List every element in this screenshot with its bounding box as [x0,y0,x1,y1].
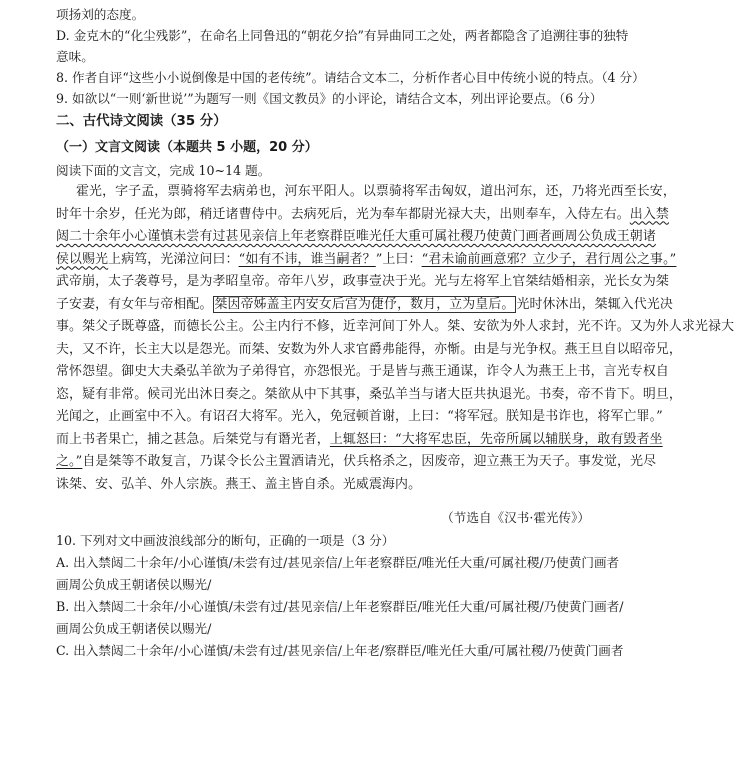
underlined-sentence: “如有不讳，谁当嗣者？ [238,251,376,267]
passage-line: 恣，疑有非常。候司光出沐日奏之。桀欲从中下其事，桑弘羊当与诸大臣共执退光。书奏，帝不肯下。明旦， [56,386,682,402]
passage-line: 霍光，字子孟，票骑将军去病弟也，河东平阳人。以票骑将军击匈奴，道出河东，还，乃将光西至长安， [76,184,676,199]
option-d: D. 金克木的“化尘残影”，在命名上同鲁迅的“朝花夕拾”有异曲同工之处，两者都隐含了追溯往事的独特 [56,28,629,43]
passage-line: 侯以赐光上病笃，光涕泣问曰：“如有不讳，谁当嗣者？”上曰：“君未谕前画意邪？立少子，君行周公之事。” [56,251,677,267]
passage-line: 夫，又不许，长主大以是怨光。而桀、安数为外人求官爵弗能得，亦惭。由是与光争权。燕王旦自以昭帝兄， [56,341,682,357]
passage-line [56,226,656,249]
passage-line: 诛桀、安、弘羊、外人宗族。燕王、盖主皆自杀。光威震海内。 [56,476,422,492]
section-title: 二、古代诗文阅读（35 分） [56,114,227,129]
option-b: B. 出入禁闼二十余年/小心谨慎/未尝有过/甚见亲信/上年老察群臣/唯光任大重/可属社稷/乃使黄门画者/ [56,599,624,614]
text-line: 项扬刘的态度。 [56,7,145,22]
option-a-cont: 画周公负成王朝诸侯以赐光/ [56,577,212,592]
passage-line: 武帝崩，太子袭尊号，是为孝昭皇帝。帝年八岁，政事壹决于光。光与左将军上官桀结婚相亲，光长女为桀 [56,274,669,289]
classical-passage [56,181,734,496]
option-c: C. 出入禁闼二十余年/小心谨慎/未尝有过/甚见亲信/上年老/察群臣/唯光任大重/可属社稷/乃使黄门画者 [56,643,624,658]
question-10: 10. 下列对文中画波浪线部分的断句，正确的一项是（3 分） [56,533,395,548]
instruction: 阅读下面的文言文，完成 10~14 题。 [56,163,271,178]
passage-line: 时年十余岁，任光为郎，稍迁诸曹侍中。去病死后，光为奉车都尉光禄大夫，出则奉车，入侍左右。出入禁 [56,206,669,222]
option-b-cont: 画周公负成王朝诸侯以赐光/ [56,621,212,636]
underlined-sentence: “君未谕前画意邪？立少子，君行周公之事。” [421,251,677,267]
source-citation: （节选自《汉书·霍光传》） [441,510,590,525]
passage-line: 事。桀父子既尊盛，而德长公主。公主内行不修，近幸河间丁外人。桀、安欲为外人求封，光不许。又为外人求光禄大 [56,319,734,334]
question-9: 9. 如欲以“一则‘新世说’”为题写一则《国文教员》的小评论，请结合文本，列出评论要点。（6 分） [56,91,603,106]
underlined-sentence: 之。” [56,454,83,469]
option-a: A. 出入禁闼二十余年/小心谨慎/未尝有过/甚见亲信/上年老察群臣/唯光任大重/可属社稷/乃使黄门画者 [56,555,620,570]
subsection-title: （一）文言文阅读（本题共 5 小题，20 分） [56,140,318,155]
wavy-underline: 闼二十余年小心谨慎未尝有过甚见亲信上年老察群臣唯光任大重可属社稷乃使黄门画者画周公负成王朝诸 [56,229,656,244]
passage-line: 之。”自是桀等不敢复言，乃谋令长公主置酒请光，伏兵格杀之，因废帝，迎立燕王为天子。事发觉，光尽 [56,454,657,469]
boxed-sentence: 桀因帝姊盖主内安女后宫为倢伃，数月，立为皇后。 [214,296,515,312]
passage-line: 而上书者果亡，捕之甚急。后桀党与有谮光者，上辄怒曰：“大将军忠臣，先帝所属以辅朕身，敢有毁者坐 [56,431,663,447]
wavy-underline: 侯以赐光 [56,251,109,267]
passage-line: 常怀怨望。御史大夫桑弘羊欲为子弟得官，亦怨恨光。于是皆与燕王通谋，诈令人为燕王上书，言光专权自 [56,364,669,379]
wavy-underline: 出入禁 [629,206,669,222]
passage-line: 子安妻，有女年与帝相配。 桀因帝姊盖主内安女后宫为倢伃，数月，立为皇后。 光时休沐出，桀辄入代光决 [56,296,673,312]
question-8: 8. 作者自评“这些小小说倒像是中国的老传统”。请结合文本二，分析作者心目中传统小说的特点。（4 分） [56,70,645,85]
passage-line: 光闻之，止画室中不入。有诏召大将军。光入，免冠顿首谢，上曰：“将军冠。朕知是书诈也，将军亡罪。” [56,409,663,424]
underlined-sentence: 上辄怒曰：“大将军忠臣，先帝所属以辅朕身，敢有毁者坐 [329,431,663,447]
text-line: 意味。 [56,49,94,64]
